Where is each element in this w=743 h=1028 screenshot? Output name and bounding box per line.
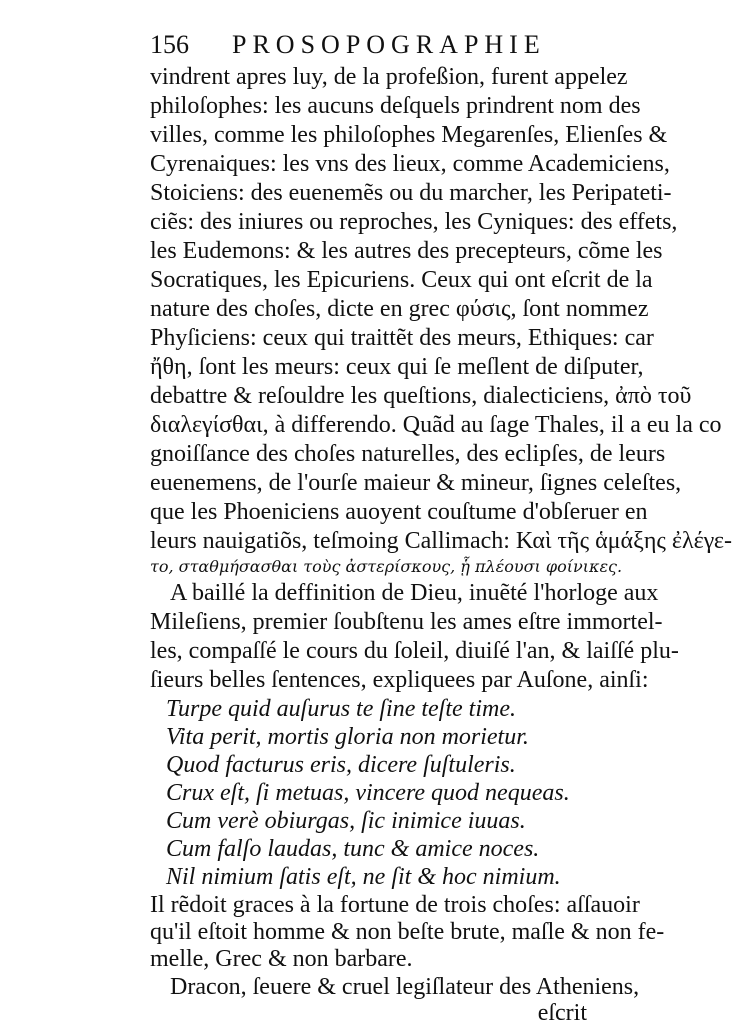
verse-line: Vita perit, mortis gloria non morietur. (166, 724, 529, 750)
text-line: ſieurs belles ſentences, expliquees par Auſone, ainſi: (150, 667, 649, 693)
text-line: debattre & reſouldre les queſtions, dialecticiens, ἀπὸ τοῦ (150, 383, 692, 409)
text-line: Stoiciens: des euenemẽs ou du marcher, les Peripateti- (150, 180, 672, 206)
page-header (150, 26, 590, 64)
text-line: A baillé la deffinition de Dieu, inuẽté l'horloge aux (170, 580, 659, 606)
verse-line: Crux eſt, ſi metuas, vincere quod nequeas. (166, 780, 570, 806)
text-line: leurs nauigatiõs, teſmoing Callimach: Καὶ τῆς ἁμάξης ἐλέγε- (150, 528, 732, 554)
text-line: melle, Grec & non barbare. (150, 946, 413, 972)
catchword: eſcrit (537, 1000, 587, 1026)
text-line: qu'il eſtoit homme & non beſte brute, maſle & non fe- (150, 919, 665, 945)
text-line: ἤθη, ſont les meurs: ceux qui ſe meſlent de diſputer, (150, 354, 644, 380)
verse-line: Quod facturus eris, dicere ſuſtuleris. (166, 752, 516, 778)
verse-line: Cum falſo laudas, tunc & amice noces. (166, 836, 540, 862)
verse-line: Nil nimium ſatis eſt, ne ſit & hoc nimium. (166, 864, 561, 890)
verse-line: Turpe quid auſurus te ſine teſte time. (166, 696, 516, 722)
verse-line: Cum verè obiurgas, ſic inimice iuuas. (166, 808, 526, 834)
text-line: villes, comme les philoſophes Megarenſes, Elienſes & (150, 122, 668, 148)
running-title: PROSOPOGRAPHIE (232, 30, 546, 59)
text-line: ciẽs: des iniures ou reproches, les Cyniques: des effets, (150, 209, 678, 235)
text-line: nature des choſes, dicte en grec φύσις, ſont nommez (150, 296, 649, 322)
text-line: Socratiques, les Epicuriens. Ceux qui ont eſcrit de la (150, 267, 653, 293)
text-line: διαλεγίσθαι, à differendo. Quãd au ſage Thales, il a eu la co (150, 412, 722, 438)
text-line: les Eudemons: & les autres des precepteurs, cõme les (150, 238, 663, 264)
text-line: Cyrenaiques: les vns des lieux, comme Academiciens, (150, 151, 670, 177)
text-line: vindrent apres luy, de la profeßion, furent appelez (150, 64, 628, 90)
text-line: philoſophes: les aucuns deſquels prindrent nom des (150, 93, 641, 119)
text-line: euenemens, de l'ourſe maieur & mineur, ſignes celeſtes, (150, 470, 682, 496)
page-number: 156 (150, 30, 189, 59)
greek-text-line: το, σταθμήσασθαι τοὺς ἀστερίσκους, ᾗ πλέουσι φοίνικες. (150, 557, 623, 576)
text-line: que les Phoeniciens auoyent couſtume d'obſeruer en (150, 499, 648, 525)
text-line: Il rẽdoit graces à la fortune de trois choſes: aſſauoir (150, 892, 640, 918)
text-line: Dracon, ſeuere & cruel legiſlateur des Atheniens, (170, 974, 640, 1000)
text-line: Phyſiciens: ceux qui traittẽt des meurs, Ethiques: car (150, 325, 654, 351)
text-line: les, compaſſé le cours du ſoleil, diuiſé l'an, & laiſſé plu- (150, 638, 679, 664)
text-line: gnoiſſance des choſes naturelles, des eclipſes, de leurs (150, 441, 666, 467)
text-line: Mileſiens, premier ſoubſtenu les ames eſtre immortel- (150, 609, 663, 635)
